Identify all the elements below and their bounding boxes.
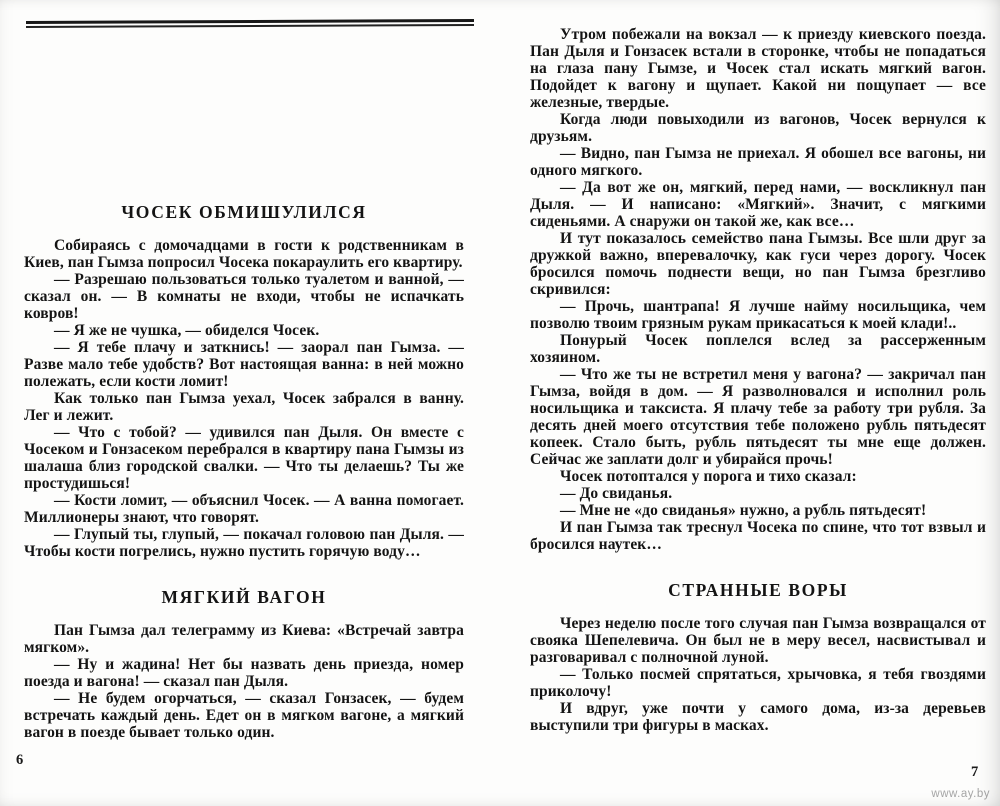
paragraph: И тут показалось семейство пана Гымзы. Все шли друг за дружкой важно, вперевалочку, как гуси через дорогу. Чосек бросился помочь поднести вещи, но пан Гымза брезгливо скривился: <box>530 230 986 298</box>
paragraph: — Кости ломит, — объяснил Чосек. — А ванна помогает. Миллионеры знают, что говорят. <box>24 492 464 526</box>
paragraph: Понурый Чосек поплелся вслед за рассерженным хозяином. <box>530 332 986 366</box>
story-title: ЧОСЕК ОБМИШУЛИЛСЯ <box>121 202 367 222</box>
paragraph: — Я тебе плачу и заткнись! — заорал пан Гымза. — Разве мало тебе удобств? Вот настоящая ванна: в ней можно полежать, если кости ломит! <box>24 339 464 390</box>
paragraph: Чосек потоптался у порога и тихо сказал: <box>560 468 857 485</box>
paragraph: — Ну и жадина! Нет бы назвать день приезда, номер поезда и вагона! — сказал пан Дыля. <box>24 656 464 690</box>
paragraph: — Разрешаю пользоваться только туалетом и ванной, — сказал он. — В комнаты не входи, чтобы не испачкать ковров! <box>24 271 464 322</box>
paragraph: — Видно, пан Гымза не приехал. Я обошел все вагоны, ни одного мягкого. <box>530 145 986 179</box>
paragraph: — Мне не «до свиданья» нужно, а рубль пятьдесят! <box>560 502 927 519</box>
story-title: СТРАННЫЕ ВОРЫ <box>668 580 848 600</box>
paragraph: — Глупый ты, глупый, — покачал головою пан Дыля. — Чтобы кости погрелись, нужно пустить горячую воду… <box>24 526 464 560</box>
paragraph: Утром побежали на вокзал — к приезду киевского поезда. Пан Дыля и Гонзасек встали в сторонке, чтобы не попадаться на глаза пану Гымзе, и Чосек стал искать мягкий вагон. Подойдет к вагону и щупает. Какой ни пощупает — все железные, твердые. <box>530 26 986 111</box>
paragraph: — Я же не чушка, — обиделся Чосек. <box>54 322 320 339</box>
story-title: МЯГКИЙ ВАГОН <box>161 587 327 607</box>
paragraph: Как только пан Гымза уехал, Чосек забрался в ванну. Лег и лежит. <box>24 390 464 424</box>
paragraph: И пан Гымза так треснул Чосека по спине, что тот взвыл и бросился наутек… <box>530 519 986 553</box>
page-number-left: 6 <box>16 752 24 768</box>
paragraph: Когда люди повыходили из вагонов, Чосек вернулся к друзьям. <box>530 111 986 145</box>
page-number-right: 7 <box>971 764 979 780</box>
page-left <box>16 0 464 806</box>
paragraph: — Не будем огорчаться, — сказал Гонзасек, — будем встречать каждый день. Едет он в мягком вагоне, а мягкий вагон в поезде бывает только один. <box>24 690 464 741</box>
decorative-double-rule <box>26 19 474 28</box>
paragraph: Пан Гымза дал телеграмму из Киева: «Встречай завтра мягком». <box>24 622 464 656</box>
paragraph: — До свиданья. <box>560 485 673 502</box>
paragraph: — Что с тобой? — удивился пан Дыля. Он вместе с Чосеком и Гонзасеком перебрался в квартиру пана Гымзы из шалаша близ городской свалки. — Что ты делаешь? Ты же простудишься! <box>24 424 464 492</box>
paragraph: Собираясь с домочадцами в гости к родственникам в Киев, пан Гымза попросил Чосека покараулить его квартиру. <box>24 237 464 271</box>
paragraph: — Прочь, шантрапа! Я лучше найму носильщика, чем позволю твоим грязным рукам прикасаться к моей клади!.. <box>530 298 986 332</box>
paragraph: — Да вот же он, мягкий, перед нами, — воскликнул пан Дыля. — И написано: «Мягкий». Значит, с мягкими сиденьями. А снаружи он такой же, как все… <box>530 179 986 230</box>
paragraph: Через неделю после того случая пан Гымза возвращался от свояка Шепелевича. Он был не в меру весел, насвистывал и разговаривал с полночной луной. <box>530 615 986 666</box>
right-page-content <box>530 0 986 734</box>
paragraph: — Только посмей спрятаться, хрычовка, я тебя гвоздями приколочу! <box>530 666 986 700</box>
paragraph: И вдруг, уже почти у самого дома, из-за деревьев выступили три фигуры в масках. <box>530 700 986 734</box>
left-page-content <box>24 201 464 741</box>
page-right <box>530 0 986 806</box>
paragraph: — Что же ты не встретил меня у вагона? — закричал пан Гымза, войдя в дом. — Я разволновался и исполнил роль носильщика и таксиста. Я плачу тебе за работу три рубля. За десять дней моего отсутствия тебе положено рубль пятьдесят копеек. Стало быть, рубль пятьдесят ты мне еще должен. Сейчас же заплати долг и убирайся прочь! <box>530 366 986 468</box>
watermark-text: www.ay.by <box>931 788 990 800</box>
